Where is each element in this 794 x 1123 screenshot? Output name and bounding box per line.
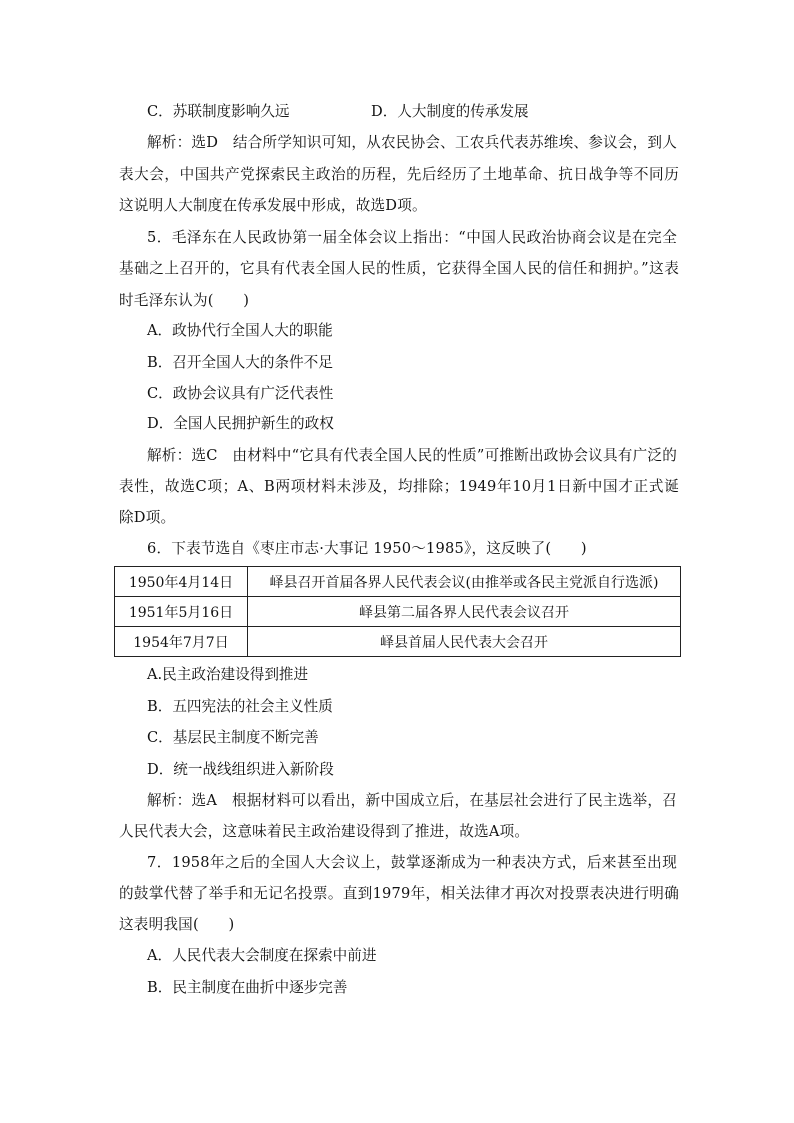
q5-option-d: D．全国人民拥护新生的政权 xyxy=(147,415,334,432)
q6-analysis-line-1: 解析：选A 根据材料可以看出，新中国成立后，在基层社会进行了民主选举，召 xyxy=(147,792,677,809)
q7-option-b: B．民主制度在曲折中逐步完善 xyxy=(147,979,348,996)
q5-option-a: A．政协代行全国人大的职能 xyxy=(147,322,333,339)
q4-analysis-line-2: 表大会，中国共产党探索民主政治的历程，先后经历了土地革命、抗日战争等不同历 xyxy=(119,166,679,183)
q6-stem: 6．下表节选自《枣庄市志·大事记 1950～1985》，这反映了( ) xyxy=(147,540,587,557)
table-row xyxy=(115,627,681,657)
q5-stem-line-1: 5．毛泽东在人民政协第一届全体会议上指出：“中国人民政治协商会议是在完全 xyxy=(147,229,677,246)
q6-option-b: B．五四宪法的社会主义性质 xyxy=(147,698,333,715)
q4-analysis-line-1: 解析：选D 结合所学知识可知，从农民协会、工农兵代表苏维埃、参议会，到人 xyxy=(147,134,677,151)
q5-analysis-line-3: 除D项。 xyxy=(119,509,176,526)
q5-stem-line-2: 基础之上召开的，它具有代表全国人民的性质，它获得全国人民的信任和拥护。”这表 xyxy=(119,260,679,277)
table-cell-date: 1950年4月14日 xyxy=(115,567,248,597)
table-cell-date: 1951年5月16日 xyxy=(115,597,248,627)
q5-analysis-line-1: 解析：选C 由材料中“它具有代表全国人民的性质”可推断出政协会议具有广泛的 xyxy=(147,447,677,464)
events-table xyxy=(114,566,681,657)
table-row xyxy=(115,597,681,627)
q7-stem-line-2: 的鼓掌代替了举手和无记名投票。直到1979年，相关法律才再次对投票表决进行明确 xyxy=(119,885,679,902)
q4-analysis-line-3: 这说明人大制度在传承发展中形成，故选D项。 xyxy=(119,197,427,214)
q4-option-c: C．苏联制度影响久远 xyxy=(147,103,290,120)
q7-stem-line-1: 7．1958年之后的全国人大会议上，鼓掌逐渐成为一种表决方式，后来甚至出现 xyxy=(147,854,677,871)
q7-option-a: A．人民代表大会制度在探索中前进 xyxy=(147,947,377,964)
q6-option-d: D．统一战线组织进入新阶段 xyxy=(147,761,334,778)
q5-option-b: B．召开全国人大的条件不足 xyxy=(147,354,333,371)
q7-stem-line-3: 这表明我国( ) xyxy=(119,916,235,933)
table-cell-event: 峄县召开首届各界人民代表会议(由推举或各民主党派自行选派) xyxy=(248,567,681,597)
table-cell-event: 峄县首届人民代表大会召开 xyxy=(248,627,681,657)
table-cell-date: 1954年7月7日 xyxy=(115,627,248,657)
q5-analysis-line-2: 表性，故选C项；A、B两项材料未涉及，均排除；1949年10月1日新中国才正式诞 xyxy=(119,478,679,495)
q6-option-a: A.民主政治建设得到推进 xyxy=(147,666,309,683)
table-row xyxy=(115,567,681,597)
q4-option-d: D．人大制度的传承发展 xyxy=(371,103,529,120)
q5-option-c: C．政协会议具有广泛代表性 xyxy=(147,385,334,402)
q6-analysis-line-2: 人民代表大会，这意味着民主政治建设得到了推进，故选A项。 xyxy=(119,823,530,840)
q5-stem-line-3: 时毛泽东认为( ) xyxy=(119,292,250,309)
table-cell-event: 峄县第二届各界人民代表会议召开 xyxy=(248,597,681,627)
q6-option-c: C．基层民主制度不断完善 xyxy=(147,729,319,746)
